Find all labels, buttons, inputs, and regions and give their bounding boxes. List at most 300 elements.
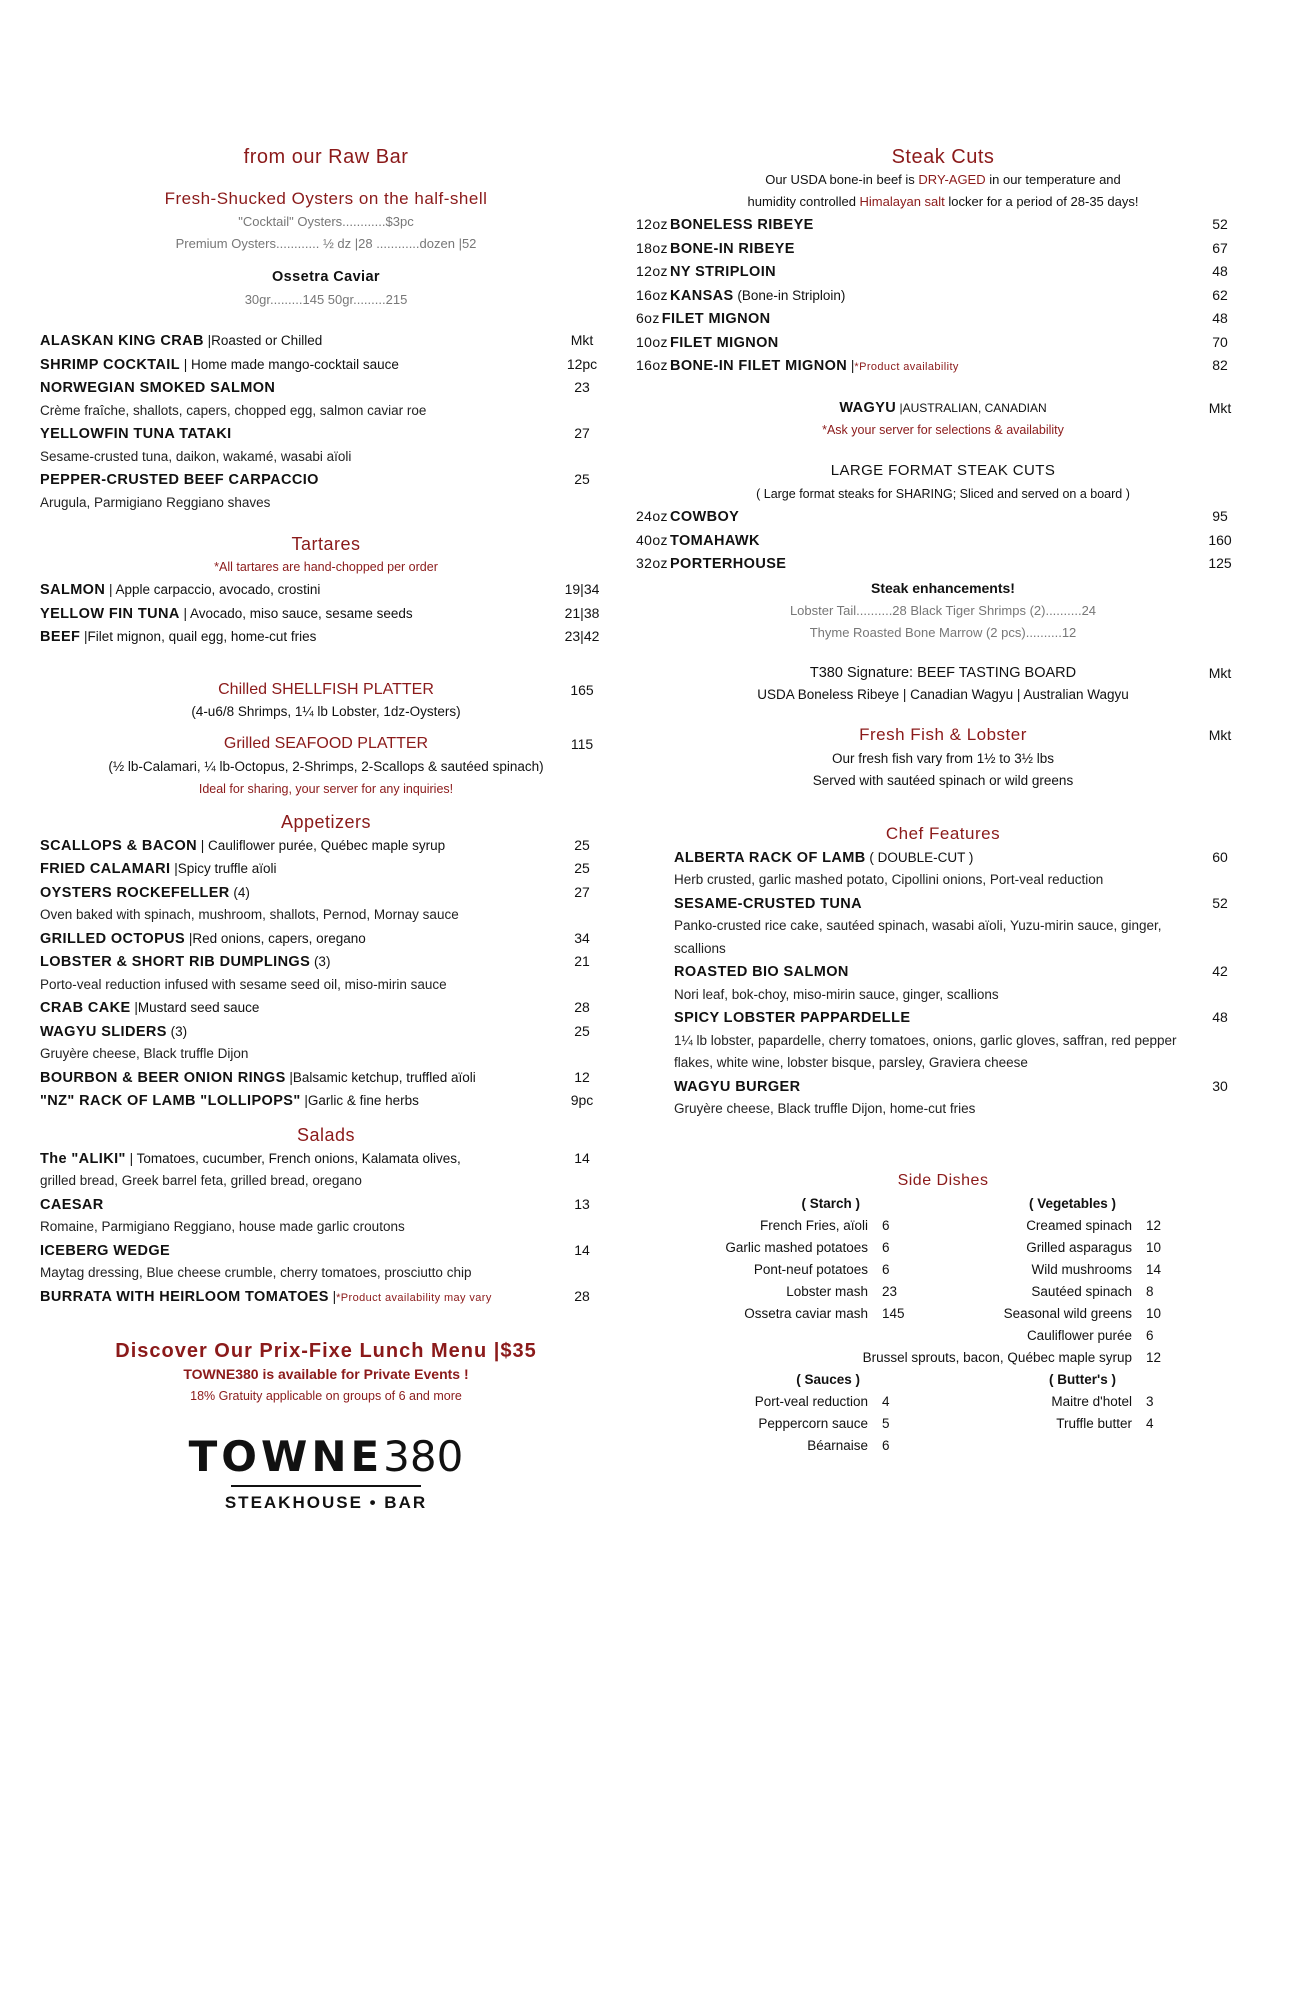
salads-list (40, 1147, 612, 1310)
side-dishes-title: Side Dishes (897, 1171, 989, 1189)
side-butter-item (636, 1413, 1250, 1435)
menu-item-heading (636, 552, 786, 576)
towne380-logo (40, 1433, 612, 1513)
item-price: 27 (574, 425, 590, 441)
menu-item-heading (40, 882, 250, 905)
menu-item-heading (674, 1007, 910, 1030)
item-name: FRIED CALAMARI (40, 861, 171, 877)
menu-item-burrata-with-heirloom-tomatoes (40, 1285, 612, 1310)
menu-item-salmon (40, 578, 612, 602)
item-detail: Herb crusted, garlic mashed potato, Cipollini onions, Port-veal reduction (674, 872, 1104, 887)
side-butter-item (636, 1391, 1250, 1413)
side-price: 10 (1146, 1239, 1162, 1255)
menu-item-pepper-crusted-beef-carpaccio (40, 468, 612, 492)
side-label: Wild mushrooms (1031, 1261, 1132, 1277)
menu-item-heading (674, 893, 862, 916)
item-detail: 1¼ lb lobster, papardelle, cherry tomatoes, onions, garlic gloves, saffran, red pepper flakes, white wine, lobster bisque, parsley, Graviera cheese (674, 1032, 1177, 1070)
item-description: |Garlic & fine herbs (300, 1093, 419, 1108)
side-label: Port-veal reduction (754, 1393, 868, 1409)
item-name: LOBSTER & SHORT RIB DUMPLINGS (40, 954, 311, 970)
side-label: Cauliflower purée (1026, 1327, 1132, 1343)
steak-intro-2b: locker for a period of 28-35 days! (944, 194, 1139, 209)
menu-item-heading (636, 284, 845, 308)
menu-item-cowboy (636, 505, 1250, 529)
menu-item-tomahawk (636, 529, 1250, 553)
side-veg-item (636, 1347, 1250, 1369)
item-price: 14 (574, 1149, 590, 1166)
menu-item-porterhouse (636, 552, 1250, 576)
side-price: 6 (882, 1239, 890, 1255)
wagyu-price: Mkt (1208, 399, 1232, 416)
item-name: GRILLED OCTOPUS (40, 930, 186, 947)
item-price: 25 (574, 471, 590, 487)
item-description: | Apple carpaccio, avocado, crostini (105, 582, 321, 597)
grilled-platter-note: Ideal for sharing, your server for any inquiries! (198, 781, 454, 796)
menu-item-grilled-octopus (40, 927, 612, 951)
item-name: PORTERHOUSE (669, 556, 787, 572)
menu-item-heading (40, 928, 366, 951)
menu-item-heading (636, 529, 760, 553)
menu-item-heading (40, 1090, 419, 1113)
item-price: 21|38 (564, 604, 600, 621)
raw-bar-title: from our Raw Bar (243, 146, 409, 168)
item-name: "NZ" RACK OF LAMB "LOLLIPOPS" (40, 1093, 301, 1109)
item-size: 12oz (636, 216, 668, 232)
item-description: (4) (229, 884, 250, 900)
vegetables-heading (636, 1193, 1250, 1215)
item-name: COWBOY (669, 509, 740, 525)
oysters-cocktail: "Cocktail" Oysters............$3pc (238, 214, 414, 229)
side-veg-item (636, 1325, 1250, 1347)
side-label: Béarnaise (807, 1437, 868, 1453)
butters-heading (636, 1369, 1250, 1391)
side-label: Brussel sprouts, bacon, Québec maple syrup (862, 1349, 1132, 1365)
oysters-premium: Premium Oysters............ ½ dz |28 ............dozen |52 (175, 236, 477, 251)
menu-item-bone-in-filet-mignon (636, 354, 1250, 379)
wagyu-row (636, 397, 1250, 420)
menu-item-beef (40, 625, 612, 649)
menu-item-heading (636, 505, 739, 529)
side-price: 6 (1146, 1327, 1154, 1343)
item-detail: Panko-crusted rice cake, sautéed spinach, wasabi aïoli, Yuzu-mirin sauce, ginger, scallions (674, 918, 1162, 956)
side-label: Peppercorn sauce (758, 1415, 868, 1431)
left-column (40, 145, 612, 1513)
steak-cuts-title: Steak Cuts (891, 146, 995, 168)
appetizers-title: Appetizers (280, 811, 372, 832)
item-name: FILET MIGNON (669, 334, 779, 351)
side-veg-item (636, 1281, 1250, 1303)
item-price: 9pc (570, 1092, 594, 1108)
menu-item-norwegian-smoked-salmon (40, 376, 612, 400)
wagyu-desc: |AUSTRALIAN, CANADIAN (896, 400, 1047, 415)
fresh-fish (636, 724, 1250, 748)
menu-item-heading (40, 354, 399, 377)
private-events: TOWNE380 is available for Private Events ! (183, 1366, 469, 1382)
item-price: 52 (1212, 894, 1228, 911)
side-price: 8 (1146, 1283, 1154, 1299)
item-price: 95 (1212, 508, 1228, 524)
wagyu-name: WAGYU (839, 399, 897, 416)
logo-subtitle: STEAKHOUSE • BAR (224, 1493, 428, 1512)
item-size: 12oz (636, 263, 668, 279)
menu-item-heading (40, 951, 330, 974)
item-name: YELLOWFIN TUNA TATAKI (40, 426, 232, 442)
item-name: BEEF (40, 629, 81, 645)
item-name: TOMAHAWK (669, 532, 760, 549)
menu-item-heading (40, 469, 319, 492)
item-description: |Filet mignon, quail egg, home-cut fries (80, 629, 317, 644)
menu-item-filet-mignon (636, 331, 1250, 355)
menu-item-kansas (636, 284, 1250, 308)
side-price: 6 (882, 1217, 890, 1233)
item-price: 21 (574, 953, 590, 969)
item-price: 12pc (566, 355, 598, 372)
steak-intro-2 (636, 191, 1250, 213)
item-detail: Porto-veal reduction infused with sesame seed oil, miso-mirin sauce (40, 976, 447, 992)
tasting-board-sub: USDA Boneless Ribeye | Canadian Wagyu | Australian Wagyu (757, 687, 1129, 702)
steak-intro-1a: Our USDA bone-in beef is (765, 172, 919, 187)
item-price: 52 (1212, 216, 1228, 232)
menu-item-bourbon-beer-onion-rings (40, 1066, 612, 1090)
menu-item-nz-rack-of-lamb-lollipops (40, 1089, 612, 1113)
item-price: 28 (574, 999, 590, 1015)
side-label: Truffle butter (1056, 1415, 1132, 1431)
item-detail: grilled bread, Greek barrel feta, grilled bread, oregano (40, 1173, 362, 1188)
menu-item-roasted-bio-salmon (674, 960, 1250, 984)
tasting-board-price: Mkt (1208, 664, 1232, 681)
item-price: 160 (1208, 531, 1232, 548)
menu-item-heading (40, 1286, 492, 1310)
item-name: YELLOW FIN TUNA (40, 605, 180, 622)
steak-intro-1 (636, 169, 1250, 191)
large-format-list (636, 505, 1250, 576)
item-detail: Maytag dressing, Blue cheese crumble, cherry tomatoes, prosciutto chip (40, 1265, 472, 1280)
appetizers-list (40, 834, 612, 1113)
item-price: 23|42 (564, 628, 600, 644)
chilled-platter (40, 679, 612, 702)
salads-title: Salads (296, 1124, 356, 1145)
fresh-fish-title: Fresh Fish & Lobster (859, 725, 1027, 744)
fresh-fish-line-1: Our fresh fish vary from 1½ to 3½ lbs (831, 750, 1055, 766)
menu-item-heading (674, 1076, 800, 1099)
item-description: | Tomatoes, cucumber, French onions, Kalamata olives, (125, 1150, 461, 1166)
menu-item-the-aliki (40, 1147, 612, 1171)
item-price: 25 (574, 860, 590, 876)
item-detail: Oven baked with spinach, mushroom, shallots, Pernod, Mornay sauce (40, 907, 459, 922)
chef-features-title: Chef Features (885, 823, 1001, 843)
enhancements-title: Steak enhancements! (871, 579, 1015, 596)
tartares-list (40, 578, 612, 649)
item-size: 16oz (636, 357, 668, 373)
item-price: 125 (1208, 555, 1232, 571)
side-veg-item (636, 1215, 1250, 1237)
oysters-title: Fresh-Shucked Oysters on the half-shell (164, 189, 488, 208)
side-label: Lobster mash (786, 1283, 868, 1299)
item-name: NY STRIPLOIN (669, 264, 777, 280)
item-name: CAESAR (40, 1196, 104, 1213)
chilled-platter-desc: (4-u6/8 Shrimps, 1¼ lb Lobster, 1dz-Oysters) (191, 704, 461, 719)
side-price: 4 (882, 1393, 890, 1409)
item-price: 60 (1212, 848, 1228, 865)
item-detail: Gruyère cheese, Black truffle Dijon (40, 1046, 249, 1061)
item-name: SPICY LOBSTER PAPPARDELLE (674, 1010, 911, 1026)
menu-item-heading (674, 961, 849, 984)
menu-item-heading (40, 330, 322, 353)
menu-item-heading (40, 1148, 461, 1171)
item-description: ( DOUBLE-CUT ) (865, 849, 974, 865)
side-price: 3 (1146, 1393, 1154, 1409)
item-name: ALASKAN KING CRAB (40, 333, 204, 349)
menu-item-heading (40, 1021, 187, 1044)
item-description: | (328, 1288, 337, 1304)
side-price: 12 (1146, 1349, 1162, 1365)
side-price: 10 (1146, 1305, 1162, 1321)
menu-item-bone-in-ribeye (636, 237, 1250, 261)
chef-features-list (636, 846, 1250, 1121)
fresh-fish-line-2: Served with sautéed spinach or wild greens (812, 772, 1074, 788)
chilled-platter-price: 165 (570, 681, 594, 698)
item-note: *Product availability (854, 361, 959, 373)
item-size: 40oz (636, 531, 668, 548)
menu-item-yellowfin-tuna-tataki (40, 422, 612, 446)
menu-item-heading (40, 579, 320, 602)
menu-item-heading (40, 835, 445, 858)
large-format-title: LARGE FORMAT STEAK CUTS (830, 462, 1056, 479)
menu-item-lobster-short-rib-dumplings (40, 950, 612, 974)
item-name: KANSAS (669, 287, 734, 304)
menu-item-oysters-rockefeller (40, 881, 612, 905)
item-price: 19|34 (564, 581, 600, 597)
menu-item-heading (636, 213, 814, 237)
item-name: SCALLOPS & BACON (40, 837, 198, 854)
grilled-platter-title: Grilled SEAFOOD PLATTER (223, 735, 429, 752)
logo-number: 380 (383, 1432, 464, 1481)
item-size: 16oz (636, 286, 668, 303)
item-description: (3) (310, 954, 331, 969)
side-label: Grilled asparagus (1026, 1239, 1132, 1255)
large-format-sub: ( Large format steaks for SHARING; Sliced and served on a board ) (756, 487, 1130, 501)
item-description: (3) (166, 1023, 188, 1039)
item-name: SALMON (40, 582, 106, 598)
item-price: 82 (1212, 357, 1228, 373)
menu-item-boneless-ribeye (636, 213, 1250, 237)
logo-word: TOWNE (188, 1432, 384, 1481)
menu-item-heading (40, 1240, 170, 1263)
item-size: 18oz (636, 239, 668, 256)
side-veg-item (636, 1237, 1250, 1259)
item-name: OYSTERS ROCKEFELLER (40, 884, 230, 901)
item-description: |Roasted or Chilled (203, 333, 323, 348)
wagyu-note: *Ask your server for selections & availability (822, 423, 1064, 437)
menu-item-heading (674, 847, 973, 870)
side-label: Pont-neuf potatoes (753, 1261, 868, 1277)
menu-item-fried-calamari (40, 857, 612, 881)
item-description: |Red onions, capers, oregano (185, 930, 366, 946)
menu-item-caesar (40, 1193, 612, 1217)
chilled-platter-title: Chilled SHELLFISH PLATTER (218, 680, 434, 698)
raw-bar-list (40, 329, 612, 514)
menu-item-heading (40, 626, 316, 649)
menu-item-iceberg-wedge (40, 1239, 612, 1263)
side-label: Sautéed spinach (1031, 1283, 1132, 1299)
item-price: 48 (1212, 310, 1228, 326)
item-name: NORWEGIAN SMOKED SALMON (40, 380, 276, 396)
item-detail: Gruyère cheese, Black truffle Dijon, home-cut fries (674, 1101, 976, 1116)
menu-item-heading (636, 354, 959, 379)
gratuity-note: 18% Gratuity applicable on groups of 6 and more (190, 1389, 462, 1403)
item-price: 28 (574, 1287, 590, 1304)
item-detail: Sesame-crusted tuna, daikon, wakamé, wasabi aïoli (40, 448, 352, 464)
item-price: 34 (574, 929, 590, 946)
steak-intro-1b: in our temperature and (985, 172, 1121, 187)
menu-item-heading (636, 307, 771, 331)
menu-item-ny-striploin (636, 260, 1250, 284)
side-label: ( Butter's ) (1049, 1371, 1116, 1387)
tartares-note: *All tartares are hand-chopped per order (214, 560, 438, 574)
caviar-title: Ossetra Caviar (272, 269, 380, 285)
item-price: Mkt (570, 332, 594, 348)
side-veg-item (636, 1303, 1250, 1325)
item-price: 14 (574, 1241, 590, 1258)
item-size: 32oz (636, 555, 668, 571)
menu-item-heading (40, 377, 275, 400)
item-name: BONE-IN FILET MIGNON (669, 358, 848, 374)
item-name: FILET MIGNON (661, 311, 771, 327)
item-name: SHRIMP COCKTAIL (40, 356, 180, 373)
item-price: 48 (1212, 263, 1228, 279)
menu-item-scallops-bacon (40, 834, 612, 858)
item-detail: Crème fraîche, shallots, capers, chopped egg, salmon caviar roe (40, 402, 427, 418)
menu-item-heading (636, 331, 779, 355)
enhancements-line-1: Lobster Tail..........28 Black Tiger Shrimps (2)..........24 (789, 602, 1097, 618)
steak-cuts-list (636, 213, 1250, 379)
item-detail: Romaine, Parmigiano Reggiano, house made garlic croutons (40, 1219, 405, 1234)
grilled-platter-price: 115 (570, 736, 594, 752)
item-price: 13 (574, 1195, 590, 1212)
item-name: PEPPER-CRUSTED BEEF CARPACCIO (40, 472, 319, 488)
steak-intro-2a: humidity controlled (747, 194, 860, 209)
side-price: 23 (882, 1283, 898, 1299)
steak-intro-salt: Himalayan salt (859, 194, 945, 209)
menu-item-alberta-rack-of-lamb (674, 846, 1250, 870)
item-description: |Balsamic ketchup, truffled aïoli (285, 1069, 476, 1085)
item-price: 23 (574, 379, 590, 395)
grilled-platter (40, 733, 612, 756)
item-name: BURRATA WITH HEIRLOOM TOMATOES (40, 1288, 329, 1305)
logo-rule (231, 1485, 421, 1487)
tartares-title: Tartares (291, 534, 361, 554)
side-label: Maitre d'hotel (1051, 1393, 1132, 1409)
menu-item-wagyu-burger (674, 1075, 1250, 1099)
menu-item-wagyu-sliders (40, 1020, 612, 1044)
item-name: ICEBERG WEDGE (40, 1242, 171, 1259)
side-price: 6 (882, 1261, 890, 1277)
right-column (636, 145, 1250, 1493)
menu-item-filet-mignon (636, 307, 1250, 331)
menu-item-heading (40, 858, 277, 881)
side-label: ( Sauces ) (796, 1371, 860, 1387)
menu-item-heading (40, 603, 413, 626)
side-price: 145 (882, 1305, 905, 1321)
menu-item-yellow-fin-tuna (40, 602, 612, 626)
side-label: ( Starch ) (801, 1195, 860, 1211)
item-price: 62 (1212, 286, 1228, 303)
item-name: BOURBON & BEER ONION RINGS (40, 1069, 286, 1086)
side-price: 6 (882, 1437, 890, 1453)
item-description: (Bone-in Striploin) (733, 287, 846, 303)
side-label: French Fries, aïoli (759, 1217, 868, 1233)
tasting-board-title: T380 Signature: BEEF TASTING BOARD (809, 664, 1077, 681)
item-price: 30 (1212, 1077, 1228, 1094)
item-name: BONELESS RIBEYE (669, 217, 814, 233)
item-name: SESAME-CRUSTED TUNA (674, 895, 863, 912)
item-price: 27 (574, 883, 590, 900)
menu-item-shrimp-cocktail (40, 353, 612, 377)
item-detail: Nori leaf, bok-choy, miso-mirin sauce, ginger, scallions (674, 986, 999, 1002)
menu-item-spicy-lobster-pappardelle (674, 1006, 1250, 1030)
side-price: 4 (1146, 1415, 1154, 1431)
menu-item-heading (40, 1067, 476, 1090)
side-price: 5 (882, 1415, 890, 1431)
prix-fixe-banner: Discover Our Prix-Fixe Lunch Menu |$35 (115, 1340, 537, 1362)
item-name: WAGYU BURGER (674, 1078, 801, 1095)
item-price: 67 (1212, 239, 1228, 256)
menu-item-heading (40, 423, 232, 446)
item-size: 24oz (636, 508, 668, 524)
menu-item-alaskan-king-crab (40, 329, 612, 353)
side-price: 12 (1146, 1217, 1162, 1233)
menu-item-heading (636, 260, 776, 284)
item-description: |Mustard seed sauce (130, 1000, 260, 1015)
item-price: 25 (574, 1022, 590, 1039)
item-description: | Avocado, miso sauce, sesame seeds (179, 605, 413, 621)
side-label: Creamed spinach (1026, 1217, 1132, 1233)
menu-item-heading (40, 997, 259, 1020)
item-price: 12 (574, 1068, 590, 1085)
menu-item-heading (40, 1194, 104, 1217)
side-sauce-item (636, 1435, 1250, 1457)
item-description: | Cauliflower purée, Québec maple syrup (197, 837, 446, 853)
side-label: Seasonal wild greens (1003, 1305, 1132, 1321)
item-name: WAGYU SLIDERS (40, 1023, 167, 1040)
caviar-line: 30gr.........145 50gr.........215 (244, 292, 408, 307)
item-size: 6oz (636, 310, 660, 326)
menu-item-sesame-crusted-tuna (674, 892, 1250, 916)
item-note: *Product availability may vary (336, 1291, 492, 1304)
item-description: | Home made mango-cocktail sauce (180, 356, 399, 372)
menu-item-crab-cake (40, 996, 612, 1020)
item-price: 70 (1212, 333, 1228, 350)
tasting-board (636, 662, 1250, 685)
item-name: BONE-IN RIBEYE (669, 240, 795, 257)
steak-intro-dry-aged: DRY-AGED (918, 172, 986, 187)
side-dishes (636, 1193, 1250, 1493)
enhancements-line-2: Thyme Roasted Bone Marrow (2 pcs)..........12 (809, 624, 1077, 640)
item-price: 42 (1212, 963, 1228, 979)
item-name: CRAB CAKE (40, 1000, 131, 1016)
item-detail: Arugula, Parmigiano Reggiano shaves (40, 494, 271, 510)
item-description: |Spicy truffle aïoli (170, 861, 277, 876)
fresh-fish-price: Mkt (1208, 727, 1232, 743)
menu-item-heading (636, 237, 795, 261)
side-veg-item (636, 1259, 1250, 1281)
item-description: | (847, 358, 855, 373)
item-price: 25 (574, 836, 590, 853)
side-label: Ossetra caviar mash (744, 1305, 868, 1321)
item-name: ALBERTA RACK OF LAMB (674, 849, 866, 866)
side-price: 14 (1146, 1261, 1162, 1277)
item-name: ROASTED BIO SALMON (674, 964, 849, 980)
